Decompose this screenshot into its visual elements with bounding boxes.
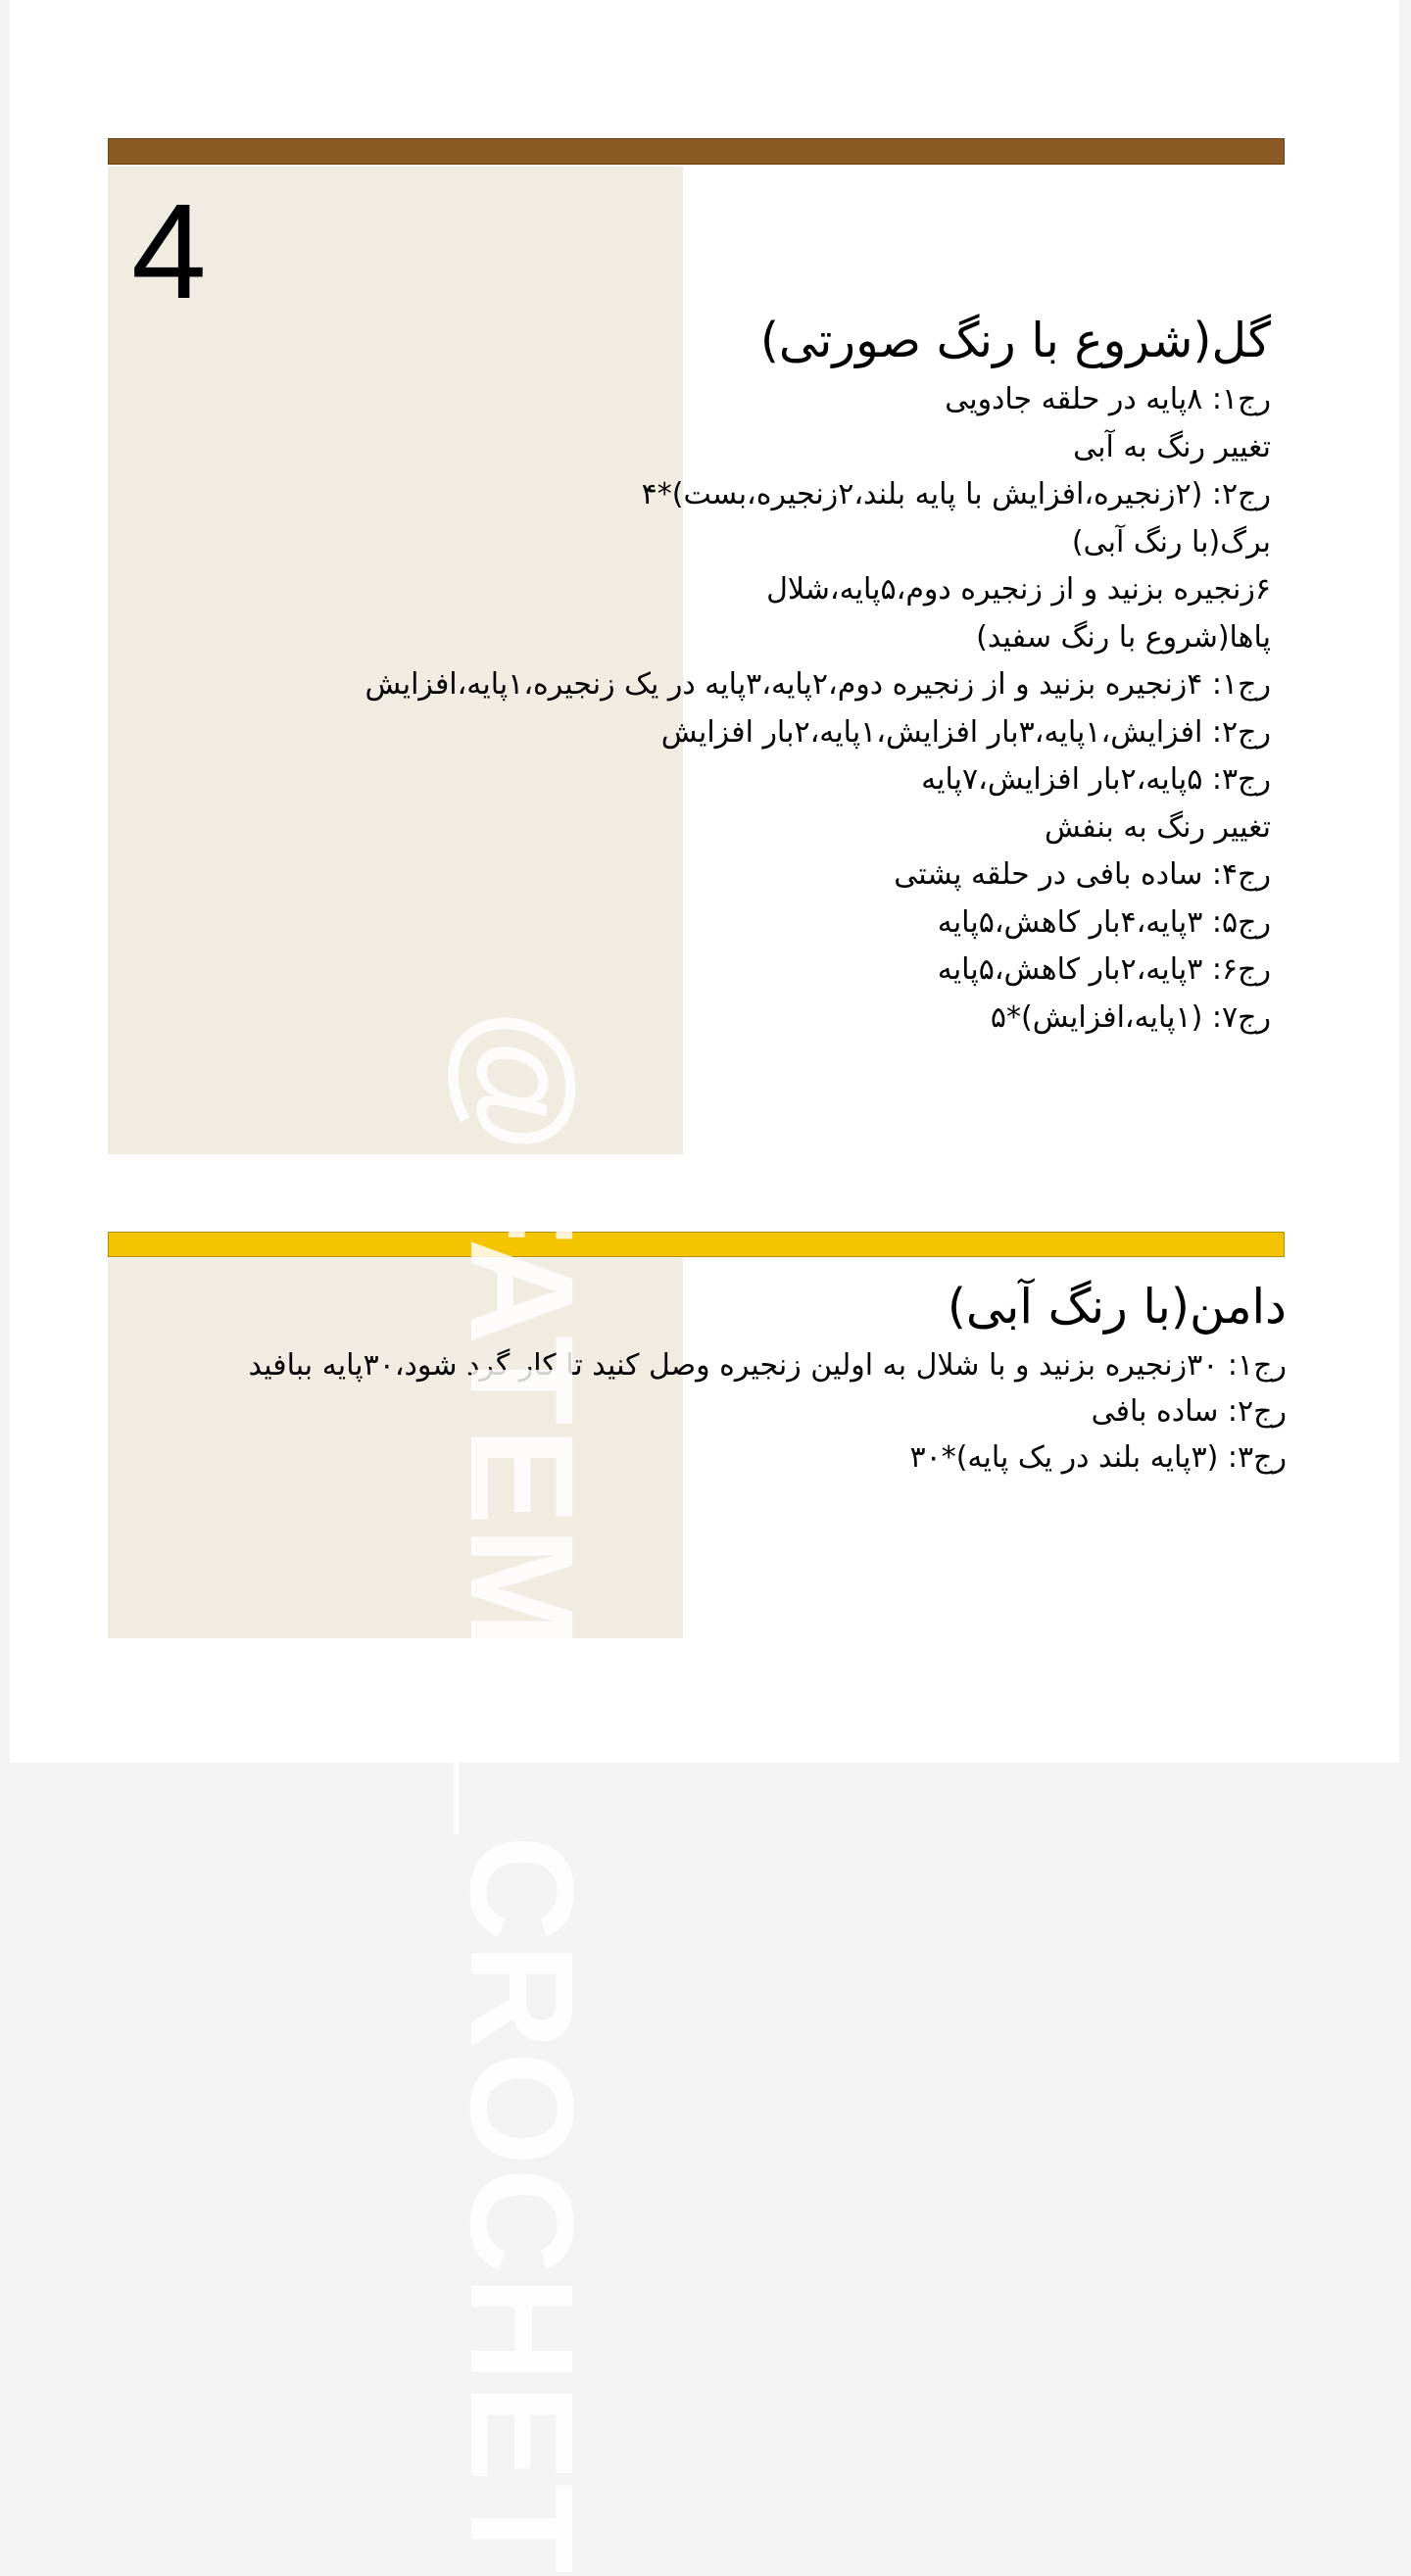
instruction-line: رج۳: (۳پایه بلند در یک پایه)*۳۰ bbox=[909, 1440, 1287, 1475]
instruction-line: رج۲: (۲زنجیره،افزایش با پایه بلند،۲زنجیره،بست)*۴ bbox=[641, 477, 1271, 511]
top-divider-bar bbox=[108, 138, 1285, 165]
section-heading: دامن(با رنگ آبی) bbox=[947, 1279, 1287, 1335]
instruction-line: رج۱: ۳۰زنجیره بزنید و با شلال به اولین زنجیره وصل کنید تا کار گرد شود،۳۰پایه ببافید bbox=[248, 1348, 1287, 1383]
section-heading: گل(شروع با رنگ صورتی) bbox=[759, 313, 1271, 368]
instruction-line: رج۱: ۸پایه در حلقه جادویی bbox=[945, 382, 1271, 416]
instruction-line: رج۱: ۴زنجیره بزنید و از زنجیره دوم،۲پایه،۳پایه در یک زنجیره،۱پایه،افزایش bbox=[365, 667, 1271, 702]
instruction-line: تغییر رنگ به آبی bbox=[1073, 429, 1271, 464]
instruction-line: رج۴: ساده بافی در حلقه پشتی bbox=[894, 857, 1271, 892]
page-number: 4 bbox=[131, 176, 207, 327]
instruction-line: رج۲: ساده بافی bbox=[1091, 1394, 1287, 1429]
instruction-line: پاها(شروع با رنگ سفید) bbox=[976, 619, 1271, 655]
instruction-line: رج۳: ۵پایه،۲بار افزایش،۷پایه bbox=[921, 762, 1271, 797]
instruction-line: تغییر رنگ به بنفش bbox=[1044, 809, 1271, 845]
flower-section bbox=[173, 306, 1271, 1042]
instruction-line: رج۵: ۳پایه،۴بار کاهش،۵پایه bbox=[937, 904, 1271, 940]
skirt-section bbox=[130, 1272, 1287, 1481]
bottom-divider-bar bbox=[108, 1232, 1285, 1257]
instruction-line: رج۷: (۱پایه،افزایش)*۵ bbox=[990, 999, 1271, 1035]
watermark-text: @FATEME_CROCHET bbox=[440, 1009, 605, 2576]
instruction-line: رج۲: افزایش،۱پایه،۳بار افزایش،۱پایه،۲بار افزایش bbox=[660, 714, 1271, 750]
instruction-line: رج۶: ۳پایه،۲بار کاهش،۵پایه bbox=[937, 952, 1271, 987]
instruction-line: ۶زنجیره بزنید و از زنجیره دوم،۵پایه،شلال bbox=[766, 572, 1271, 607]
instruction-line: برگ(با رنگ آبی) bbox=[1071, 524, 1271, 559]
